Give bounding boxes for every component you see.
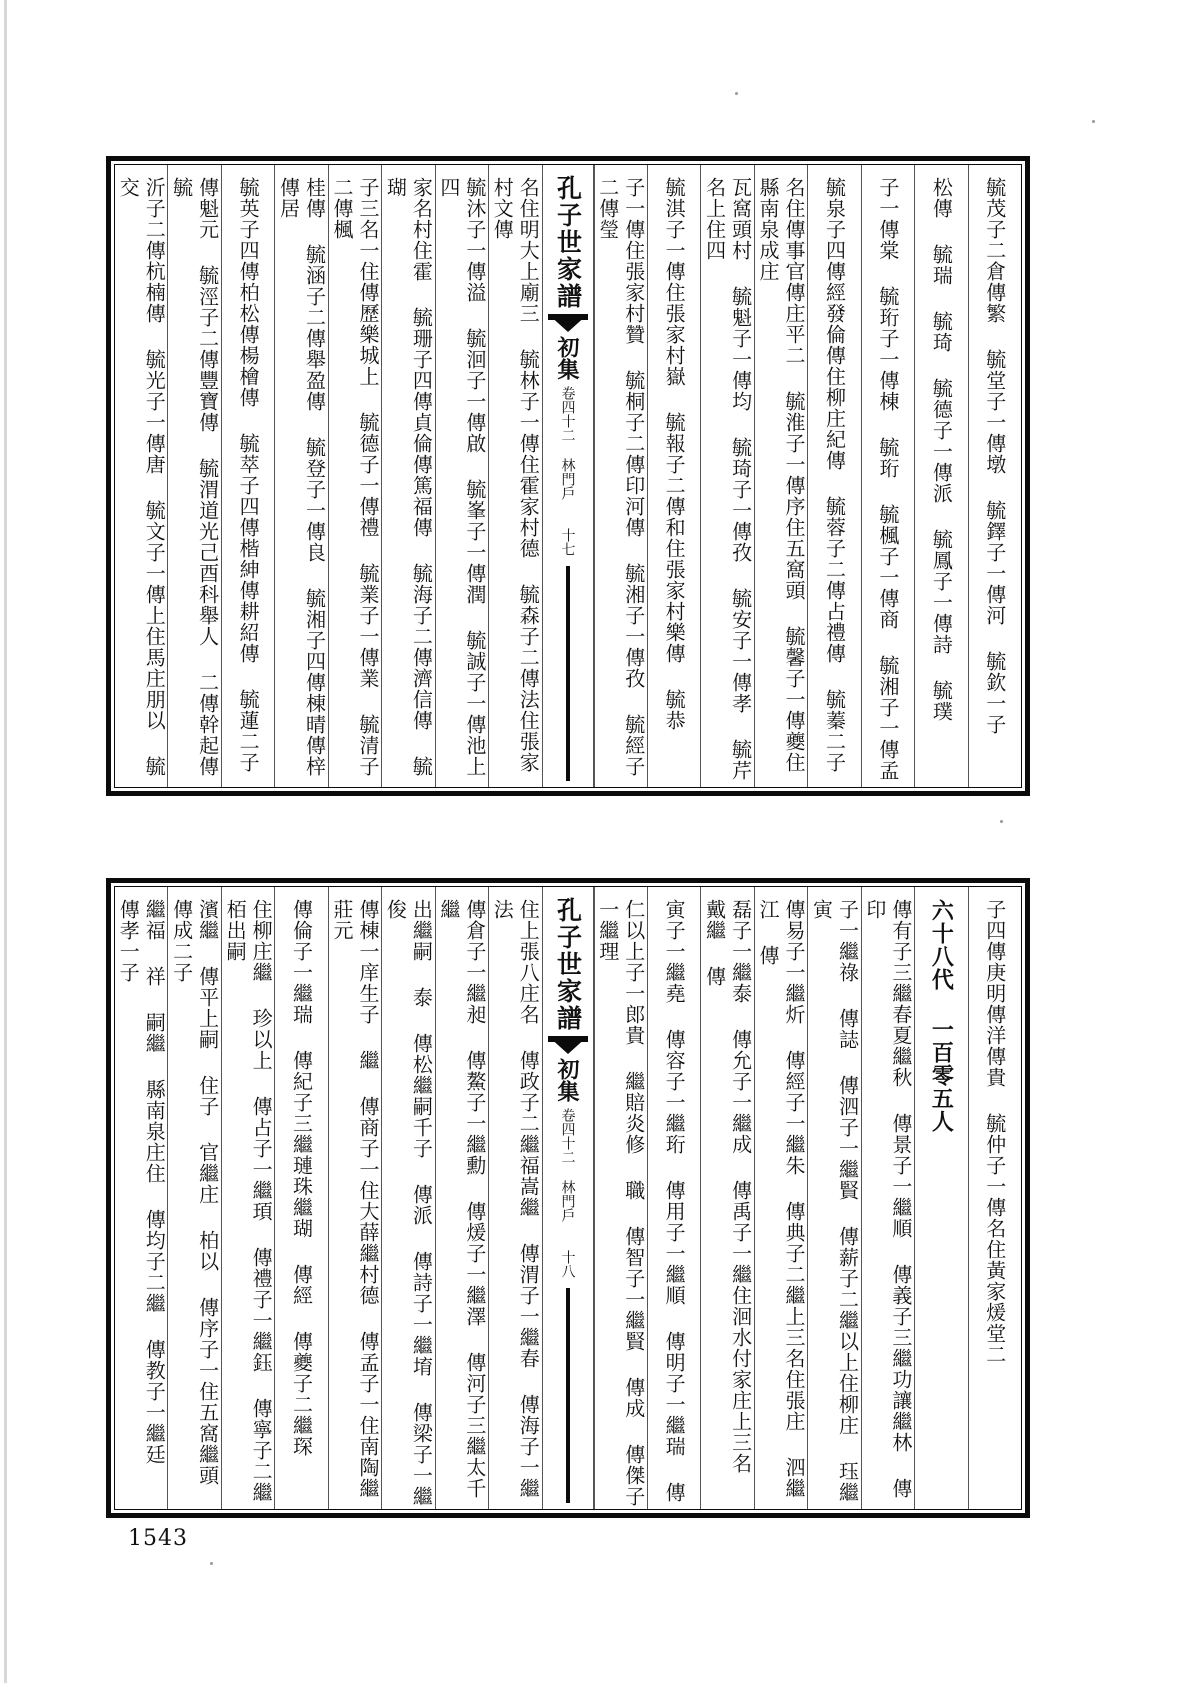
center-spine bbox=[542, 887, 594, 1509]
text-column bbox=[328, 887, 381, 1524]
text-column bbox=[861, 165, 914, 787]
text-column bbox=[594, 887, 647, 1509]
column-text: 傳倫子一繼瑞 傳紀子三繼璉珠繼瑚 傳經 傳夔子二繼琛 bbox=[289, 899, 314, 1457]
text-column bbox=[861, 887, 914, 1509]
scan-speck bbox=[1092, 120, 1095, 123]
text-column bbox=[968, 165, 1021, 787]
generation-heading: 六十八代 一百零五人 bbox=[928, 899, 955, 1133]
column-text: 子四傳庚明傳洋傳貴 毓仲子一傳名住黃家煖堂二 bbox=[982, 899, 1007, 1365]
text-column bbox=[700, 165, 753, 787]
text-column bbox=[274, 887, 327, 1509]
column-text: 子三名一住傳歷樂城上 毓德子一傳禮 毓業子一傳業 毓清子二傳楓 bbox=[329, 177, 380, 777]
text-column bbox=[167, 887, 220, 1509]
column-text: 仁以上子一郎貴 繼賠炎修 職 傳智子一繼賢 傳成 傳傑子一繼理 bbox=[595, 899, 646, 1507]
text-column bbox=[754, 165, 807, 787]
column-text: 濱繼 傳平上嗣 住子 官繼庄 柏以 傳序子一住五窩繼頭 傳成二子 bbox=[169, 899, 220, 1511]
text-column bbox=[115, 165, 167, 787]
column-text: 繼福 祥 嗣繼 縣南泉庄住 傳均子二繼 傳教子一繼廷 傳孝一子 bbox=[116, 899, 167, 1490]
column-text: 子一傳棠 毓珩子一傳棟 毓珩 毓楓子一傳商 毓湘子一傳孟 bbox=[875, 177, 900, 781]
text-column bbox=[115, 887, 167, 1509]
spine-volume: 初集 bbox=[554, 336, 580, 380]
text-column bbox=[488, 887, 541, 1509]
text-column bbox=[167, 165, 220, 802]
text-column bbox=[968, 887, 1021, 1509]
spine-bar bbox=[566, 566, 570, 781]
text-column bbox=[647, 887, 700, 1509]
column-text: 家名村住霍 毓珊子四傳貞倫傳篤福傳 毓海子二傳濟信傳 毓瑚 bbox=[383, 177, 434, 777]
column-text: 毓英子四傳柏松傳楊檜傳 毓萃子四傳楷紳傳耕紹傳 毓蓮二子 bbox=[236, 177, 261, 773]
column-text: 名住明大上廟三 毓林子一傳住霍家村德 毓森子二傳法住張家村文傳 bbox=[490, 177, 541, 773]
lower-page-panel bbox=[106, 878, 1030, 1524]
text-column bbox=[700, 887, 753, 1509]
spine-folio: 十七 bbox=[559, 528, 576, 556]
fish-tail-mark-icon bbox=[548, 1036, 588, 1054]
text-column bbox=[594, 165, 647, 787]
text-column bbox=[488, 165, 541, 787]
spine-subtitle: 卷四十二 林門戶 bbox=[559, 386, 576, 500]
column-text: 毓茂子二倉傳繁 毓堂子一傳墩 毓鐸子一傳河 毓欽一子 bbox=[982, 177, 1007, 735]
scan-speck bbox=[1000, 820, 1003, 823]
text-column bbox=[914, 165, 967, 787]
text-column bbox=[807, 887, 860, 1509]
spine-folio: 十八 bbox=[559, 1250, 576, 1278]
generation-heading-column bbox=[914, 887, 967, 1509]
column-text: 松傳 毓瑞 毓琦 毓德子一傳派 毓鳳子一傳詩 毓璞 bbox=[929, 177, 954, 722]
text-column bbox=[221, 887, 274, 1509]
text-column bbox=[647, 165, 700, 787]
column-text: 出繼嗣 泰 傳松繼嗣千子 傳派 傳詩子一繼堉 傳梁子一繼俊 bbox=[383, 899, 434, 1507]
column-text: 子一繼祿 傳誌 傳泗子一繼賢 傳薪子二繼以上住柳庄 珏繼寅 bbox=[809, 899, 860, 1503]
column-text: 瓦窩頭村 毓魁子一傳均 毓琦子一傳孜 毓安子一傳孝 毓芹名上住四 bbox=[702, 177, 753, 781]
column-text: 毓泉子四傳經發倫傳住柳庄紀傳 毓蓉子二傳占禮傳 毓蓁二子 bbox=[822, 177, 847, 773]
upper-panel-columns bbox=[114, 164, 1022, 802]
text-column bbox=[328, 165, 381, 787]
column-text: 子一傳住張家村贊 毓桐子二傳印河傳 毓湘子一傳孜 毓經子二傳瑩 bbox=[595, 177, 646, 777]
lower-panel-columns bbox=[114, 886, 1022, 1524]
column-text: 住上張八庄名 傳政子二繼福嵩繼 傳渭子一繼春 傳海子一繼法 bbox=[490, 899, 541, 1499]
column-text: 傳倉子一繼昶 傳鰲子一繼勳 傳煖子一繼澤 傳河子三繼太千繼 bbox=[436, 899, 487, 1499]
column-text: 沂子二傳杭楠傳 毓光子一傳唐 毓文子一傳上住馬庄朋以 毓交 bbox=[116, 177, 167, 777]
spine-title: 孔子世家譜 bbox=[553, 175, 583, 310]
column-text: 桂傳 毓涵子二傳舉盈傳 毓登子一傳良 毓湘子四傳棟晴傳梓傳居 bbox=[276, 177, 327, 777]
column-text: 傳易子一繼炘 傳經子一繼朱 傳典子二繼上三名住張庄 泗繼江 傳 bbox=[756, 899, 807, 1499]
upper-page-panel bbox=[106, 156, 1030, 802]
column-text: 傳棟一庠生子 繼 傳商子一住大薛繼村德 傳孟子一住南陶繼 莊元 bbox=[329, 899, 380, 1524]
column-text: 傳魁元 毓涇子二傳豐寶傳 毓渭道光己酉科舉人 二傳幹起傳 毓 bbox=[169, 177, 220, 802]
spine-bar bbox=[566, 1288, 570, 1503]
column-text: 毓淇子一傳住張家村嶽 毓報子二傳和住張家村樂傳 毓恭 bbox=[662, 177, 687, 731]
spine-volume: 初集 bbox=[554, 1058, 580, 1102]
text-column bbox=[435, 165, 488, 787]
column-text: 寅子一繼堯 傳容子一繼珩 傳用子一繼順 傳明子一繼瑞 傳 bbox=[662, 899, 687, 1503]
scan-speck bbox=[210, 1562, 213, 1565]
text-column bbox=[807, 165, 860, 787]
fish-tail-mark-icon bbox=[548, 314, 588, 332]
spine-subtitle: 卷四十二 林門戶 bbox=[559, 1108, 576, 1222]
text-column bbox=[381, 165, 434, 787]
column-text: 毓沐子一傳溢 毓洄子一傳啟 毓峯子一傳潤 毓誠子一傳池上四 bbox=[436, 177, 487, 777]
text-column bbox=[435, 887, 488, 1509]
text-column bbox=[381, 887, 434, 1509]
scan-left-edge-line bbox=[4, 0, 7, 1683]
page-number: 1543 bbox=[128, 1526, 188, 1551]
column-text: 住柳庄繼 珍以上 傳占子一繼頊 傳禮子一繼鈺 傳寧子二繼栢出嗣 bbox=[223, 899, 274, 1503]
column-text: 傳有子三繼春夏繼秋 傳景子一繼順 傳義子三繼功讓繼林 傳印 bbox=[862, 899, 913, 1499]
column-text: 磊子一繼泰 傳允子一繼成 傳禹子一繼住洄水付家庄上三名 戴繼 傳 bbox=[702, 899, 753, 1499]
text-column bbox=[754, 887, 807, 1509]
column-text: 名住傳事官傳庄平二 毓淮子一傳序住五窩頭 毓馨子一傳夔住縣南泉成庄 bbox=[756, 177, 807, 773]
scan-speck bbox=[735, 92, 738, 95]
text-column bbox=[274, 165, 327, 787]
spine-title: 孔子世家譜 bbox=[553, 897, 583, 1032]
text-column bbox=[221, 165, 274, 787]
center-spine bbox=[542, 165, 594, 787]
